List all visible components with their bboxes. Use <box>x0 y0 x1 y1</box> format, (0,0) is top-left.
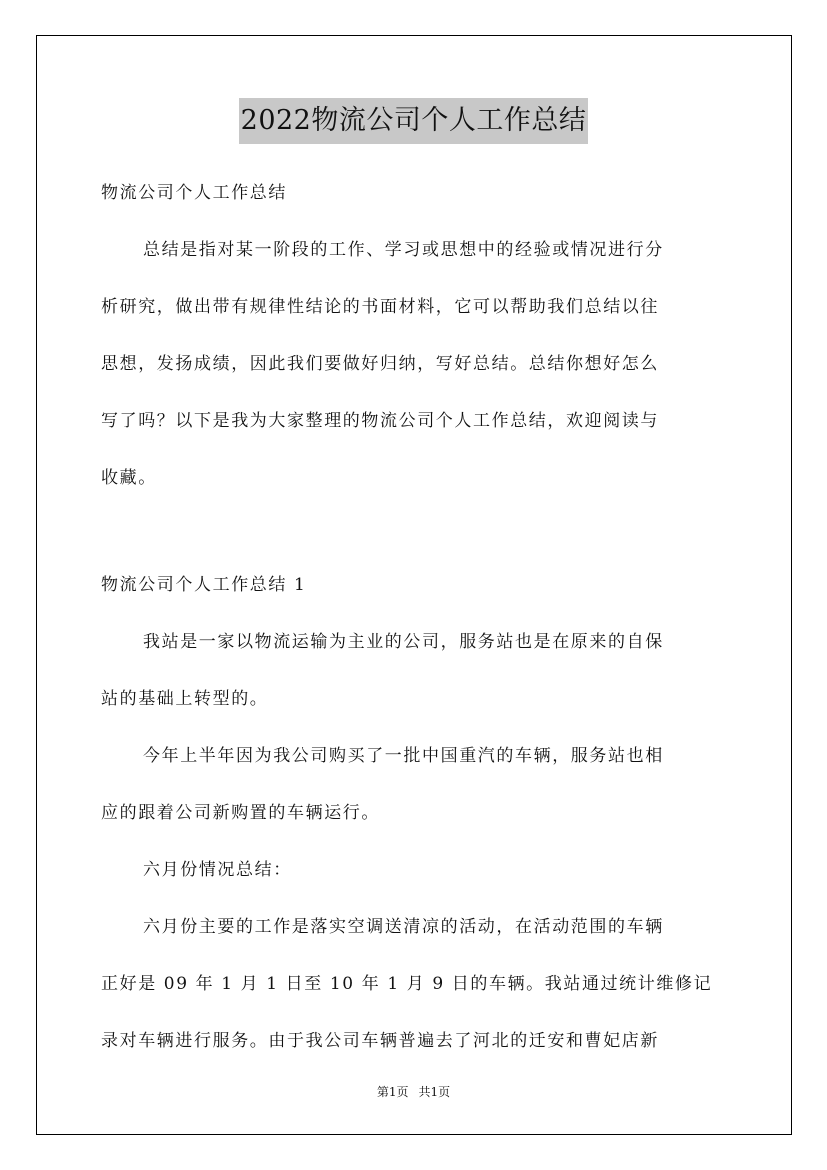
paragraph-line: 思想，发扬成绩，因此我们要做好归纳，写好总结。总结你想好怎么 <box>101 354 659 374</box>
section-heading: 物流公司个人工作总结 1 <box>101 575 307 595</box>
paragraph-line: 应的跟着公司新购置的车辆运行。 <box>101 803 380 823</box>
page-footer <box>0 1082 827 1102</box>
paragraph-line: 站的基础上转型的。 <box>101 689 269 709</box>
section-heading: 物流公司个人工作总结 <box>101 183 287 203</box>
document-body <box>101 170 727 1075</box>
paragraph-line: 我站是一家以物流运输为主业的公司，服务站也是在原来的自保 <box>143 632 664 652</box>
paragraph-line: 六月份情况总结： <box>143 860 292 880</box>
page-number-current: 第1页 <box>376 1085 409 1099</box>
paragraph-line: 收藏。 <box>101 468 157 488</box>
paragraph-line: 正好是 09 年 1 月 1 日至 10 年 1 月 9 日的车辆。我站通过统计维修记 <box>101 974 713 994</box>
paragraph-line: 今年上半年因为我公司购买了一批中国重汽的车辆，服务站也相 <box>143 746 664 766</box>
title-container <box>0 98 827 144</box>
paragraph-line: 录对车辆进行服务。由于我公司车辆普遍去了河北的迁安和曹妃店新 <box>101 1031 659 1051</box>
document-title: 2022物流公司个人工作总结 <box>239 98 589 144</box>
paragraph-line: 析研究，做出带有规律性结论的书面材料，它可以帮助我们总结以往 <box>101 297 659 317</box>
paragraph-line: 总结是指对某一阶段的工作、学习或思想中的经验或情况进行分 <box>143 240 664 260</box>
page-number-total: 共1页 <box>418 1085 451 1099</box>
paragraph-line: 六月份主要的工作是落实空调送清凉的活动，在活动范围的车辆 <box>143 917 664 937</box>
paragraph-gap <box>101 512 727 562</box>
paragraph-line: 写了吗？以下是我为大家整理的物流公司个人工作总结，欢迎阅读与 <box>101 411 659 431</box>
